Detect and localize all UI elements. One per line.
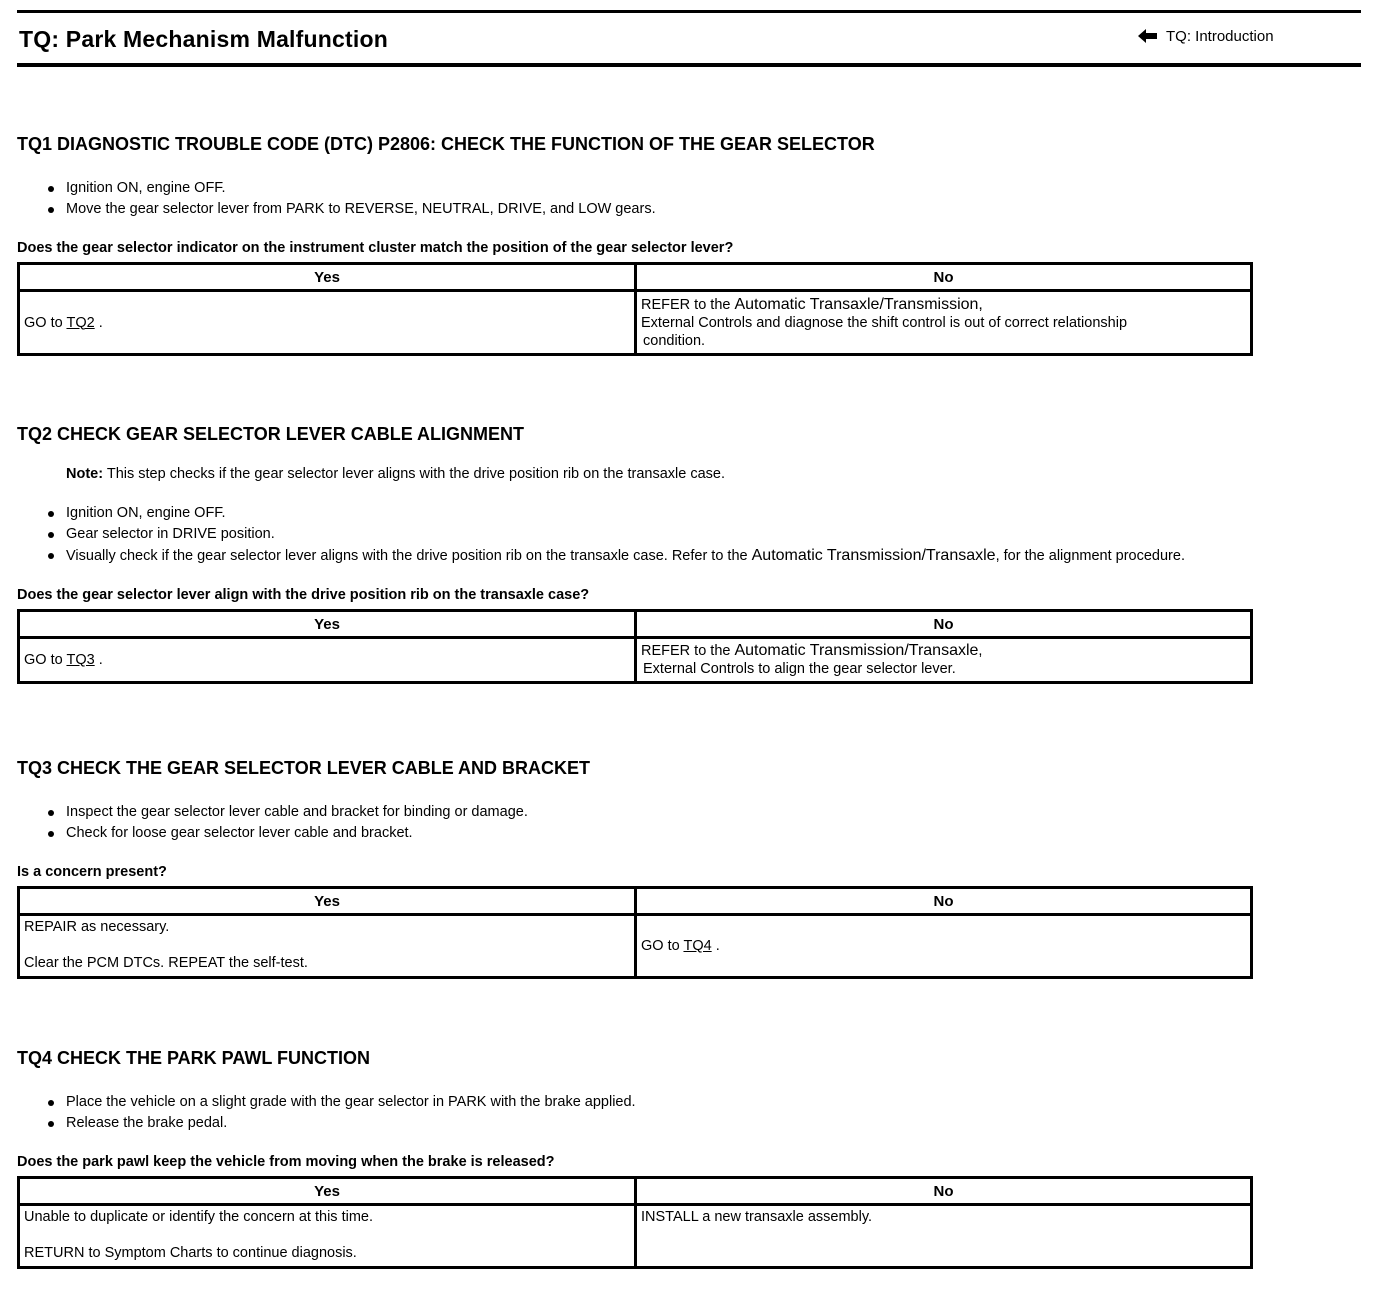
- step-tq4: [17, 1048, 1347, 1269]
- no-cell: INSTALL a new transaxle assembly.: [636, 1205, 1252, 1268]
- list-item: Inspect the gear selector lever cable and bracket for binding or damage.: [17, 802, 1347, 823]
- yes-cell: Unable to duplicate or identify the concern at this time. RETURN to Symptom Charts to continue diagnosis.: [19, 1205, 636, 1268]
- no-cell: REFER to the Automatic Transmission/Transaxle, External Controls to align the gear selector lever.: [636, 638, 1252, 683]
- list-item: Ignition ON, engine OFF.: [17, 178, 1347, 199]
- yes-header: Yes: [19, 1178, 636, 1205]
- step-tq2-bullets: [17, 503, 1347, 567]
- step-tq4-bullets: [17, 1092, 1347, 1134]
- step-tq3-title: TQ3 CHECK THE GEAR SELECTOR LEVER CABLE AND BRACKET: [17, 758, 591, 778]
- link-tq3[interactable]: TQ3: [66, 652, 95, 668]
- yes-header: Yes: [19, 611, 636, 638]
- step-tq4-title: TQ4 CHECK THE PARK PAWL FUNCTION: [17, 1048, 371, 1068]
- link-tq4[interactable]: TQ4: [683, 938, 712, 954]
- yes-cell: GO to TQ2 .: [19, 291, 636, 355]
- step-tq1-question: Does the gear selector indicator on the instrument cluster match the position of the gear selector lever?: [17, 240, 734, 256]
- list-item: Ignition ON, engine OFF.: [17, 503, 1347, 524]
- step-tq1: [17, 134, 1347, 356]
- ref-automatic-transmission[interactable]: Automatic Transmission/Transaxle: [734, 642, 979, 659]
- yes-header: Yes: [19, 264, 636, 291]
- step-tq3-table: [17, 886, 1253, 979]
- step-tq3-question: Is a concern present?: [17, 864, 167, 880]
- header-top-rule: [17, 10, 1361, 13]
- step-tq3: [17, 758, 1347, 979]
- link-tq2[interactable]: TQ2: [66, 314, 95, 331]
- list-item: Move the gear selector lever from PARK to REVERSE, NEUTRAL, DRIVE, and LOW gears.: [17, 199, 1347, 220]
- ref-automatic-transmission[interactable]: Automatic Transmission/Transaxle: [751, 547, 996, 564]
- step-tq1-table: [17, 262, 1253, 356]
- step-tq2-title: TQ2 CHECK GEAR SELECTOR LEVER CABLE ALIGNMENT: [17, 424, 525, 444]
- page-title: TQ: Park Mechanism Malfunction: [19, 26, 388, 52]
- yes-header: Yes: [19, 888, 636, 915]
- list-item: Release the brake pedal.: [17, 1113, 1347, 1134]
- back-link-introduction[interactable]: [1138, 28, 1274, 45]
- step-tq2: [17, 424, 1347, 684]
- no-cell: GO to TQ4 .: [636, 915, 1252, 978]
- step-tq4-table: [17, 1176, 1253, 1269]
- header-bottom-rule: [17, 63, 1361, 67]
- step-tq2-question: Does the gear selector lever align with the drive position rib on the transaxle case?: [17, 587, 590, 603]
- no-header: No: [636, 888, 1252, 915]
- list-item: Gear selector in DRIVE position.: [17, 524, 1347, 545]
- step-tq2-table: [17, 609, 1253, 684]
- back-link-label[interactable]: TQ: Introduction: [1166, 28, 1274, 45]
- yes-cell: REPAIR as necessary. Clear the PCM DTCs. REPEAT the self-test.: [19, 915, 636, 978]
- step-tq1-bullets: [17, 178, 1347, 220]
- list-item: Place the vehicle on a slight grade with the gear selector in PARK with the brake applied.: [17, 1092, 1347, 1113]
- no-header: No: [636, 264, 1252, 291]
- step-tq4-question: Does the park pawl keep the vehicle from moving when the brake is released?: [17, 1154, 555, 1170]
- back-arrow-icon: [1138, 29, 1158, 45]
- list-item: Visually check if the gear selector lever aligns with the drive position rib on the transaxle case. Refer to the Automatic Transmission/Transaxle, for the alignment procedure.: [17, 545, 1347, 567]
- no-cell: REFER to the Automatic Transaxle/Transmission, External Controls and diagnose the shift control is out of correct relationship condition.: [636, 291, 1252, 355]
- step-tq3-bullets: [17, 802, 1347, 844]
- no-header: No: [636, 611, 1252, 638]
- step-tq2-note: Note: This step checks if the gear selector lever aligns with the drive position rib on the transaxle case.: [66, 466, 726, 482]
- list-item: Check for loose gear selector lever cable and bracket.: [17, 823, 1347, 844]
- no-header: No: [636, 1178, 1252, 1205]
- ref-automatic-transaxle[interactable]: Automatic Transaxle/Transmission,: [734, 295, 983, 313]
- yes-cell: GO to TQ3 .: [19, 638, 636, 683]
- step-tq1-title: TQ1 DIAGNOSTIC TROUBLE CODE (DTC) P2806: CHECK THE FUNCTION OF THE GEAR SELECTOR: [17, 134, 875, 154]
